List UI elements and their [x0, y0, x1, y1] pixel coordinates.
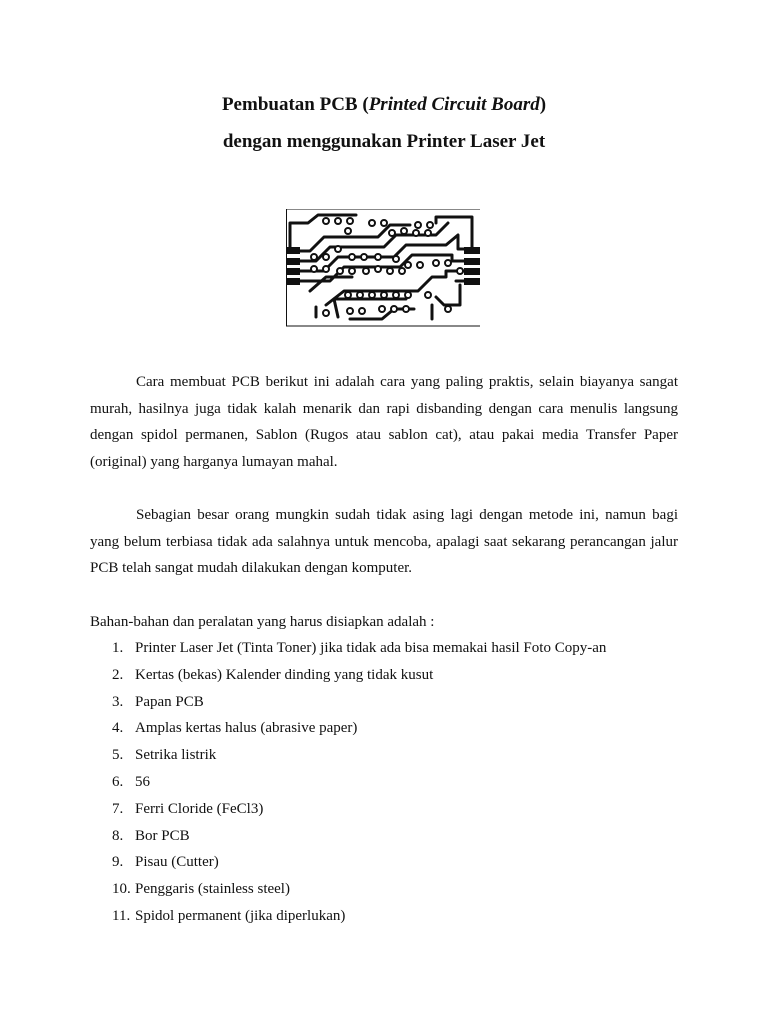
list-number: 1.: [112, 640, 124, 656]
list-text: Printer Laser Jet (Tinta Toner) jika tidak ada bisa memakai hasil Foto Copy-an: [135, 640, 607, 656]
list-text: Pisau (Cutter): [135, 854, 219, 871]
list-number: 10.: [112, 881, 131, 898]
pcb-layout-image: [286, 209, 480, 327]
list-text: Kertas (bekas) Kalender dinding yang tidak kusut: [135, 666, 434, 683]
materials-heading: Bahan-bahan dan peralatan yang harus disiapkan adalah :: [90, 614, 435, 630]
list-text: Ferri Cloride (FeCl3): [135, 800, 264, 817]
list-text: Papan PCB: [135, 693, 204, 710]
document-subtitle: dengan menggunakan Printer Laser Jet: [222, 131, 546, 152]
title-italic: Printed Circuit Board: [368, 94, 540, 115]
list-text: Spidol permanent (jika diperlukan): [135, 907, 346, 924]
list-text: Penggaris (stainless steel): [135, 881, 290, 898]
list-text: Amplas kertas halus (abrasive paper): [135, 720, 358, 737]
list-number: 11.: [112, 907, 131, 924]
list-number: 8.: [112, 827, 124, 844]
list-text: Setrika listrik: [135, 747, 217, 764]
paragraph-intro: Cara membuat PCB berikut ini adalah cara yang paling praktis, selain biayanya sangat murah, hasilnya juga tidak kalah menarik dan rapi disbanding dengan cara menulis langsung dengan spidol permanen, Sablon (Rugos atau sablon cat), atau pakai media Transfer Paper (original) yang harganya lumayan mahal.: [90, 374, 678, 470]
list-number: 7.: [112, 800, 124, 817]
title-prefix: Pembuatan PCB (: [221, 94, 369, 115]
list-number: 4.: [112, 720, 124, 737]
list-number: 9.: [112, 854, 124, 871]
list-number: 3.: [112, 693, 124, 710]
list-number: 6.: [112, 773, 124, 790]
list-number: 2.: [112, 666, 124, 683]
document-title: [0, 93, 768, 117]
title-suffix: ): [539, 94, 547, 115]
paragraph-method: Sebagian besar orang mungkin sudah tidak asing lagi dengan metode ini, namun bagi yang belum terbiasa tidak ada salahnya untuk mencoba, apalagi saat sekarang perancangan jalur PCB telah sangat mudah dilakukan dengan komputer.: [90, 507, 678, 576]
list-number: 5.: [112, 747, 124, 764]
list-text: Bor PCB: [135, 827, 190, 844]
list-text: 56: [135, 773, 150, 790]
